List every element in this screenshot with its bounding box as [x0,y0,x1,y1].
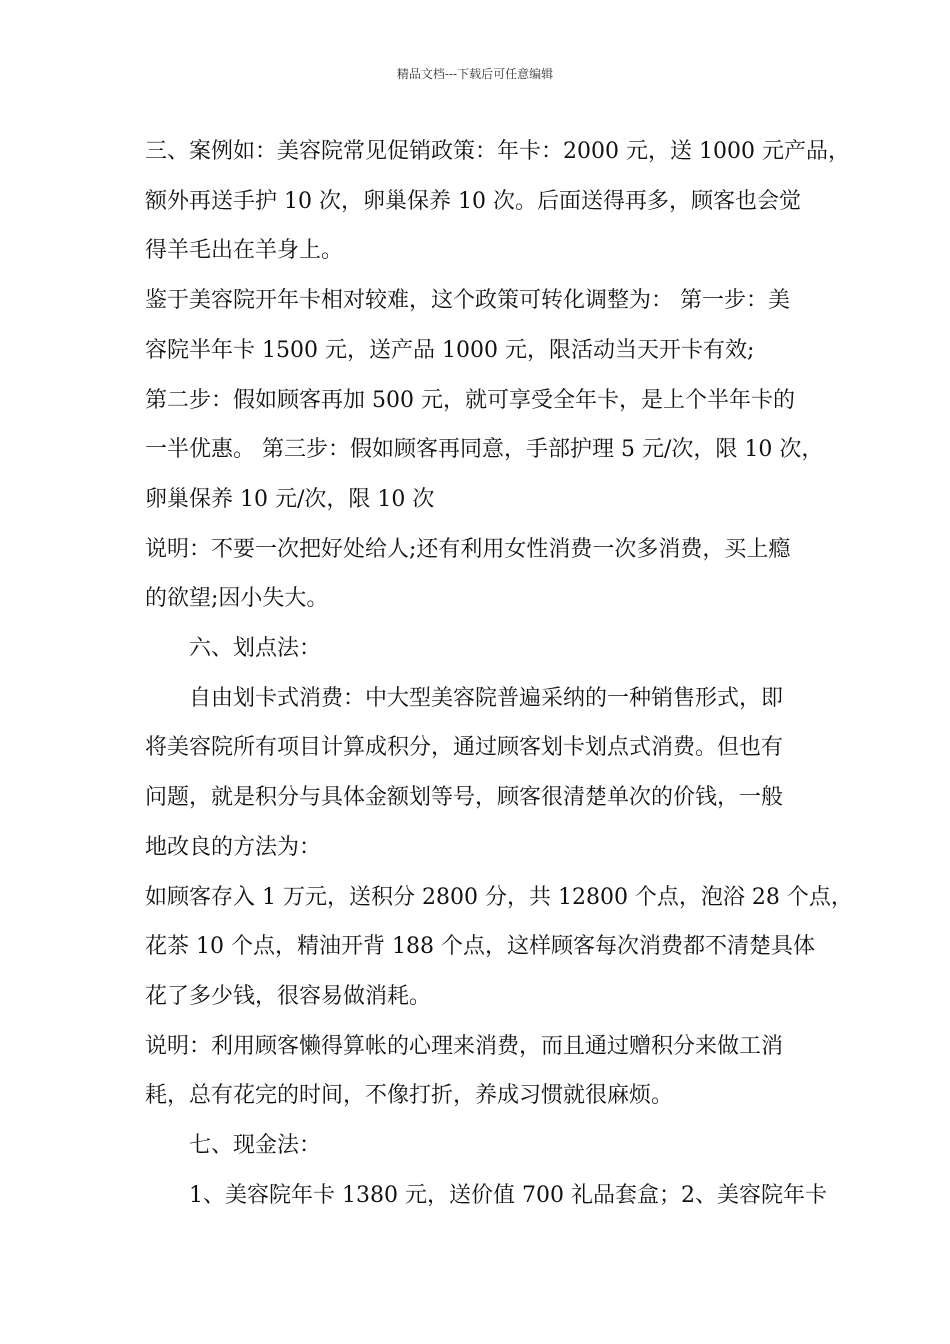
text-line: 额外再送手护 10 次，卵巢保养 10 次。后面送得再多，顾客也会觉 [145,189,801,214]
text-line: 如顾客存入 1 万元，送积分 2800 分，共 12800 个点，泡浴 28 个点， [145,885,853,910]
text-line: 卵巢保养 10 元/次，限 10 次 [145,487,435,512]
text-line: 问题，就是积分与具体金额划等号，顾客很清楚单次的价钱，一般 [145,785,784,810]
text-line: 说明：不要一次把好处给人;还有利用女性消费一次多消费，买上瘾 [145,537,791,562]
text-line: 鉴于美容院开年卡相对较难，这个政策可转化调整为： 第一步：美 [145,288,790,313]
text-line: 三、案例如：美容院常见促销政策：年卡：2000 元，送 1000 元产品， [145,139,850,164]
text-line: 得羊毛出在羊身上。 [145,238,344,263]
text-line: 花茶 10 个点，精油开背 188 个点，这样顾客每次消费都不清楚具体 [145,934,815,959]
text-line: 一半优惠。 第三步：假如顾客再同意，手部护理 5 元/次，限 10 次， [145,437,824,462]
section-heading: 七、现金法： [189,1133,322,1158]
text-line: 耗，总有花完的时间，不像打折，养成习惯就很麻烦。 [145,1083,674,1108]
text-line: 自由划卡式消费：中大型美容院普遍采纳的一种销售形式，即 [189,686,784,711]
text-line: 地改良的方法为： [145,835,322,860]
text-line: 将美容院所有项目计算成积分，通过顾客划卡划点式消费。但也有 [145,735,784,760]
page-header: 精品文档---下载后可任意编辑 [396,67,554,81]
text-line: 第二步：假如顾客再加 500 元，就可享受全年卡，是上个半年卡的 [145,388,795,413]
text-line: 说明：利用顾客懒得算帐的心理来消费，而且通过赠积分来做工消 [145,1034,784,1059]
text-line: 容院半年卡 1500 元，送产品 1000 元，限活动当天开卡有效; [145,338,755,363]
text-line: 的欲望;因小失大。 [145,586,329,611]
section-heading: 六、划点法： [189,636,322,661]
text-line: 1、美容院年卡 1380 元，送价值 700 礼品套盒；2、美容院年卡 [189,1183,827,1208]
text-line: 花了多少钱，很容易做消耗。 [145,984,432,1009]
